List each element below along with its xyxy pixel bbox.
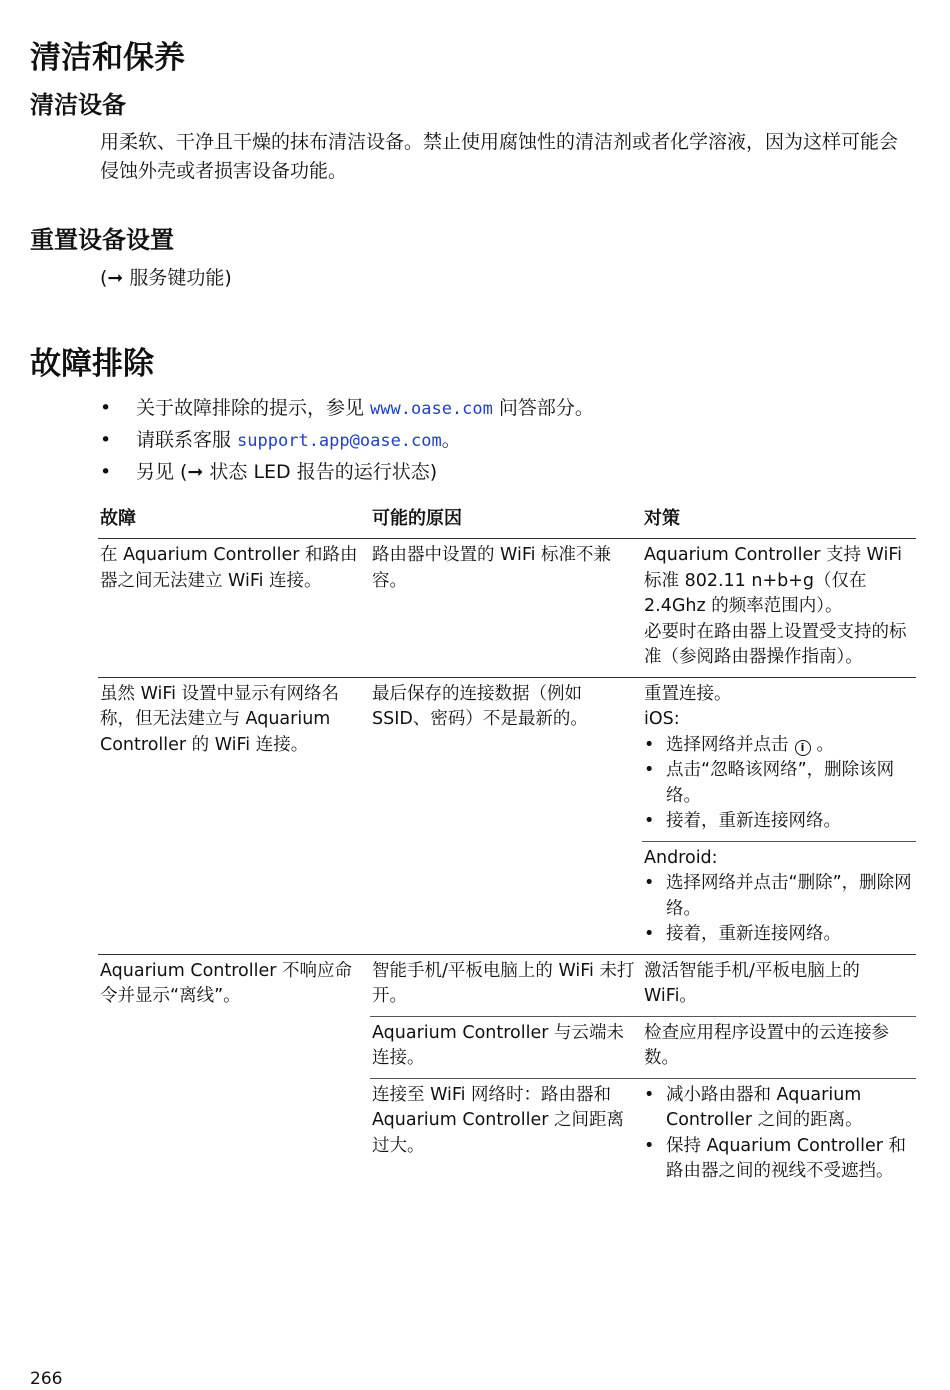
- bullet-text: 另见 (➞ 状态 LED 报告的运行状态): [136, 461, 438, 483]
- cause-cell: Aquarium Controller 与云端未连接。: [370, 1016, 642, 1078]
- list-item: [644, 758, 912, 809]
- bullet-icon: •: [644, 924, 655, 944]
- list-item: [100, 457, 900, 488]
- cause-cell: 智能手机/平板电脑上的 WiFi 未打开。: [370, 954, 642, 1016]
- cause-cell: 路由器中设置的 WiFi 标准不兼容。: [370, 539, 642, 678]
- remedy-list: [644, 1083, 912, 1185]
- remedy-cell: [642, 539, 916, 678]
- step-text: 接着，重新连接网络。: [666, 924, 841, 944]
- bullet-icon: •: [644, 811, 655, 831]
- bullet-icon: •: [644, 1135, 655, 1156]
- list-item: [644, 809, 912, 835]
- list-item: [100, 393, 900, 425]
- remedy-intro: 重置连接。: [644, 683, 732, 704]
- cause-cell: 最后保存的连接数据（例如 SSID、密码）不是最新的。: [370, 677, 642, 954]
- bullet-text-suffix: 问答部分。: [492, 397, 594, 419]
- troubleshoot-title: 故障排除: [30, 346, 154, 382]
- step-text: 接着，重新连接网络。: [666, 811, 841, 831]
- list-item: [644, 871, 912, 922]
- column-header-cause: 可能的原因: [370, 504, 642, 539]
- list-item: [644, 922, 912, 948]
- page-number: 266: [30, 1369, 63, 1389]
- list-item: [644, 1083, 912, 1134]
- remedy-cell-android: [642, 841, 916, 954]
- table-row: [98, 954, 916, 1016]
- subheading-clean-device: 清洁设备: [30, 91, 126, 119]
- ios-label: iOS:: [644, 709, 680, 729]
- remedy-text: 必要时在路由器上设置受支持的标准（参阅路由器操作指南）。: [644, 621, 907, 667]
- column-header-fault: 故障: [98, 504, 370, 539]
- remedy-text: Aquarium Controller 支持 WiFi 标准 802.11 n+b+g（仅在 2.4Ghz 的频率范围内）。: [644, 545, 902, 616]
- fault-cell: 在 Aquarium Controller 和路由器之间无法建立 WiFi 连接。: [98, 539, 370, 678]
- table-row: [98, 677, 916, 841]
- bullet-icon: •: [100, 429, 112, 451]
- step-text: 选择网络并点击“删除”，删除网络。: [666, 873, 912, 919]
- website-link[interactable]: www.oase.com: [370, 399, 493, 419]
- reset-settings-text: (➞ 服务键功能): [100, 267, 232, 289]
- remedy-cell: 检查应用程序设置中的云连接参数。: [642, 1016, 916, 1078]
- bullet-text: 关于故障排除的提示，参见: [136, 397, 371, 419]
- subheading-reset-settings: 重置设备设置: [30, 226, 174, 254]
- remedy-cell: 激活智能手机/平板电脑上的 WiFi。: [642, 954, 916, 1016]
- list-item: [644, 733, 912, 759]
- bullet-icon: •: [644, 1084, 655, 1105]
- fault-cell: Aquarium Controller 不响应命令并显示“离线”。: [100, 960, 352, 1006]
- table-header-row: [98, 504, 916, 539]
- android-label: Android:: [644, 847, 718, 868]
- troubleshoot-bullets: [100, 393, 900, 488]
- page-title: 清洁和保养: [30, 40, 185, 76]
- info-icon: i: [795, 740, 811, 756]
- cause-cell: 连接至 WiFi 网络时：路由器和 Aquarium Controller 之间距离过大。: [372, 1084, 624, 1156]
- android-steps: [644, 871, 912, 948]
- column-header-remedy: 对策: [642, 504, 916, 539]
- bullet-icon: •: [100, 461, 112, 483]
- step-text-end: 。: [816, 734, 834, 755]
- step-text: 点击“忽略该网络”，删除该网络。: [666, 760, 895, 806]
- bullet-text: 请联系客服: [136, 429, 238, 451]
- bullet-icon: •: [644, 760, 655, 780]
- step-text: 选择网络并点击: [666, 734, 789, 755]
- remedy-cell: [642, 1078, 916, 1191]
- table-row: [98, 539, 916, 678]
- clean-device-text: 用柔软、干净且干燥的抹布清洁设备。禁止使用腐蚀性的清洁剂或者化学溶液，因为这样可能会侵蚀外壳或者损害设备功能。: [100, 131, 899, 182]
- bullet-icon: •: [644, 873, 655, 893]
- step-text: 减小路由器和 Aquarium Controller 之间的距离。: [666, 1084, 863, 1130]
- list-item: [100, 425, 900, 457]
- list-item: [644, 1134, 912, 1185]
- bullet-icon: •: [100, 397, 112, 419]
- bullet-icon: •: [644, 734, 655, 755]
- bullet-text-suffix: 。: [441, 429, 461, 451]
- support-email-link[interactable]: support.app@oase.com: [237, 431, 442, 451]
- ios-steps: [644, 733, 912, 835]
- fault-cell: 虽然 WiFi 设置中显示有网络名称，但无法建立与 Aquarium Controller 的 WiFi 连接。: [98, 677, 370, 954]
- remedy-cell-ios: [642, 677, 916, 841]
- step-text: 保持 Aquarium Controller 和路由器之间的视线不受遮挡。: [666, 1135, 907, 1181]
- troubleshooting-table: [98, 504, 916, 1191]
